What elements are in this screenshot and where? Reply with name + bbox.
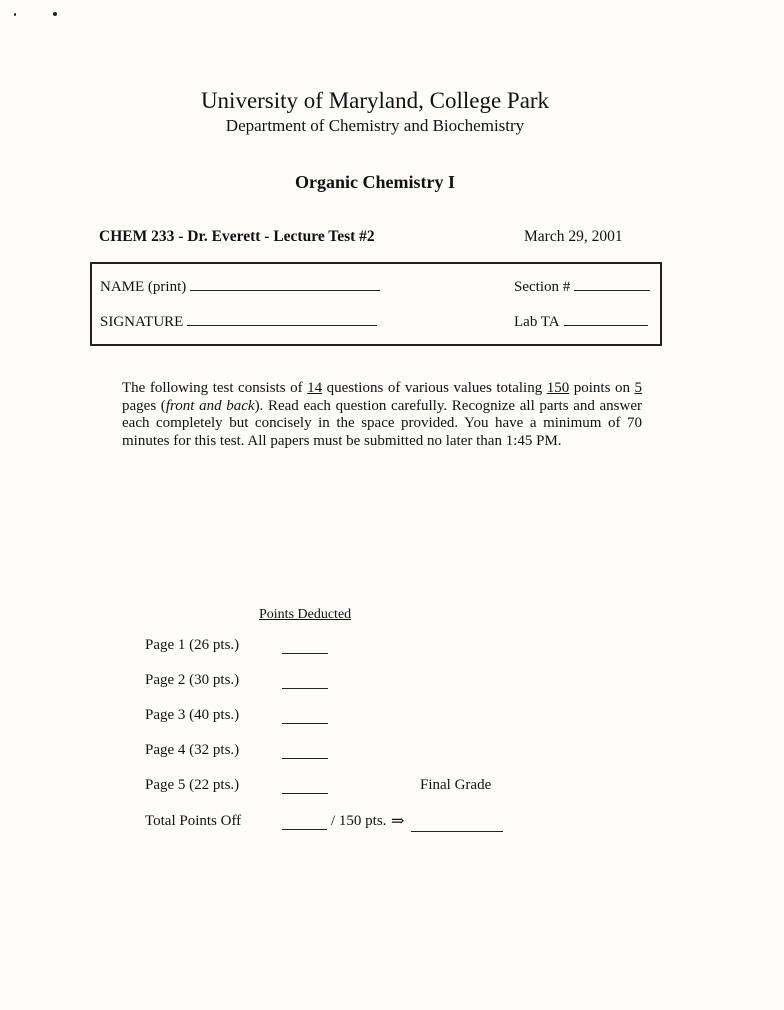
lab-ta-field[interactable] xyxy=(514,313,648,331)
page-5-deduction-blank[interactable] xyxy=(282,792,328,794)
name-field[interactable] xyxy=(100,278,380,296)
total-points: 150 xyxy=(546,380,570,396)
signature-label: SIGNATURE xyxy=(100,314,184,330)
department-name: Department of Chemistry and Biochemistry xyxy=(225,116,525,135)
lab-ta-line[interactable] xyxy=(564,313,648,326)
final-grade-blank[interactable] xyxy=(411,831,503,832)
scan-speck xyxy=(53,12,57,16)
page-3-label: Page 3 (40 pts.) xyxy=(145,707,240,723)
section-line[interactable] xyxy=(574,278,650,291)
page-count: 5 xyxy=(634,380,642,396)
intro-text: ). Read each question carefully. Recognize all parts and answer each completely but concisely in the space provided. You have a minimum of 70 minutes for this test. All papers must be submitted no later than 1:45 PM. xyxy=(122,397,642,449)
page-3-deduction-blank[interactable] xyxy=(282,722,328,724)
intro-text: The following test consists of xyxy=(122,380,308,396)
total-points-off-blank[interactable] xyxy=(282,829,327,830)
question-count: 14 xyxy=(307,380,323,396)
right-arrow-icon: ⇒ xyxy=(391,813,405,830)
university-name: University of Maryland, College Park xyxy=(200,88,550,113)
intro-text: questions of various values totaling xyxy=(322,380,547,396)
page-1-deduction-blank[interactable] xyxy=(282,652,328,654)
section-label: Section # xyxy=(514,279,571,295)
page-5-label: Page 5 (22 pts.) xyxy=(145,777,240,793)
front-and-back-note: front and back xyxy=(165,397,255,414)
lab-ta-label: Lab TA xyxy=(514,314,560,330)
student-info-box xyxy=(90,262,662,346)
page-4-label: Page 4 (32 pts.) xyxy=(145,742,240,758)
name-line[interactable] xyxy=(190,278,380,291)
page-2-deduction-blank[interactable] xyxy=(282,687,328,689)
intro-text: pages ( xyxy=(122,397,166,414)
total-points-off-label: Total Points Off xyxy=(145,813,242,829)
signature-field[interactable] xyxy=(100,313,377,331)
name-label: NAME (print) xyxy=(100,279,187,295)
test-date: March 29, 2001 xyxy=(524,228,623,245)
points-deducted-header: Points Deducted xyxy=(259,607,352,622)
course-title: Organic Chemistry I xyxy=(295,172,455,192)
section-field[interactable] xyxy=(514,278,650,296)
total-max-points: / 150 pts. xyxy=(331,813,387,829)
page-4-deduction-blank[interactable] xyxy=(282,757,328,759)
page-1-label: Page 1 (26 pts.) xyxy=(145,637,240,653)
course-line: CHEM 233 - Dr. Everett - Lecture Test #2 xyxy=(99,228,375,245)
signature-line[interactable] xyxy=(187,313,377,326)
final-grade-label: Final Grade xyxy=(420,777,492,793)
page-2-label: Page 2 (30 pts.) xyxy=(145,672,240,688)
test-instructions xyxy=(122,380,642,450)
intro-text: points on xyxy=(569,380,635,396)
scan-speck xyxy=(14,13,16,16)
